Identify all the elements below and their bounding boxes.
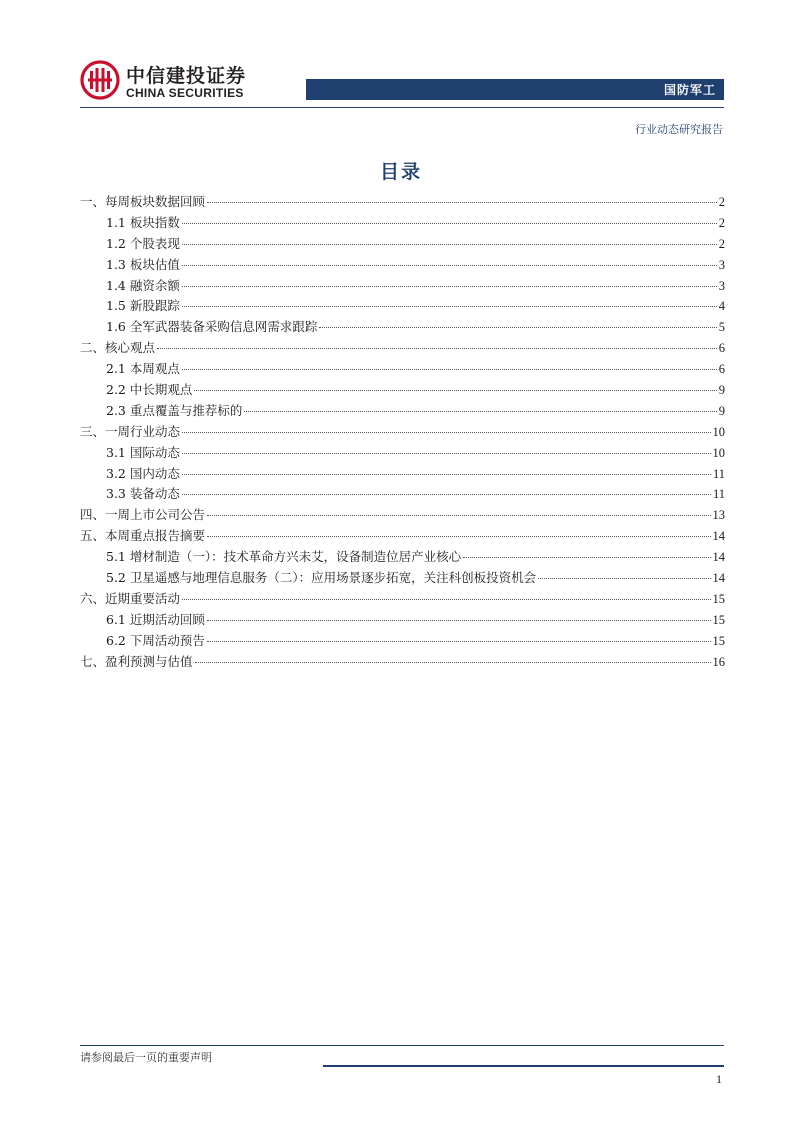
toc-leader-dots — [182, 494, 711, 495]
toc-entry-label: 6.2 下周活动预告 — [106, 632, 205, 648]
brand-name-en: CHINA SECURITIES — [126, 86, 244, 100]
toc-entry-label: 5.2 卫星遥感与地理信息服务（二）：应用场景逐步拓宽，关注科创板投资机会 — [106, 570, 537, 586]
toc-entry[interactable] — [80, 234, 725, 255]
toc-entry-label: 2.1 本周观点 — [106, 361, 180, 377]
page-number: 1 — [716, 1072, 722, 1086]
toc-entry[interactable] — [80, 380, 725, 401]
toc-entry-page: 15 — [712, 591, 725, 606]
toc-entry-page: 5 — [718, 320, 725, 335]
toc-entry-page: 6 — [718, 341, 725, 356]
toc-entry-page: 10 — [712, 445, 725, 460]
toc-entry-page: 2 — [718, 195, 725, 209]
toc-leader-dots — [207, 641, 711, 642]
toc-entry[interactable] — [80, 631, 725, 652]
toc-entry[interactable] — [80, 317, 725, 338]
toc-entry-label: 六、近期重要活动 — [80, 590, 181, 606]
toc-entry-label: 1.6 全军武器装备采购信息网需求跟踪 — [106, 319, 318, 335]
toc-entry[interactable] — [80, 192, 725, 213]
toc-entry-page: 2 — [718, 215, 725, 230]
toc-entry[interactable] — [80, 296, 725, 317]
toc-entry-label: 6.1 近期活动回顾 — [106, 611, 205, 627]
toc-leader-dots — [157, 348, 717, 349]
toc-entry-label: 四、一周上市公司公告 — [80, 507, 206, 523]
toc-entry[interactable] — [80, 213, 725, 234]
toc-leader-dots — [182, 599, 710, 600]
toc-entry-label: 1.3 板块估值 — [106, 256, 180, 272]
toc-entry-page: 3 — [718, 257, 725, 272]
toc-leader-dots — [182, 223, 717, 224]
toc-entry-page: 9 — [718, 403, 725, 418]
toc-leader-dots — [207, 515, 710, 516]
toc-entry[interactable] — [80, 443, 725, 464]
toc-entry-page: 13 — [712, 508, 725, 523]
toc-entry-page: 14 — [712, 550, 725, 565]
toc-entry-label: 3.3 装备动态 — [106, 486, 180, 502]
toc-entry-label: 3.2 国内动态 — [106, 465, 180, 481]
table-of-contents — [80, 192, 725, 672]
toc-leader-dots — [182, 306, 717, 307]
toc-leader-dots — [538, 578, 710, 579]
toc-entry-page: 14 — [712, 571, 725, 586]
toc-entry-page: 16 — [712, 654, 725, 669]
toc-entry-page: 10 — [712, 424, 725, 439]
toc-entry[interactable] — [80, 652, 725, 673]
toc-entry-label: 1.2 个股表现 — [106, 235, 180, 251]
toc-entry-label: 五、本周重点报告摘要 — [80, 528, 206, 544]
toc-entry-label: 三、一周行业动态 — [80, 423, 181, 439]
toc-leader-dots — [207, 536, 710, 537]
toc-entry[interactable] — [80, 401, 725, 422]
toc-leader-dots — [207, 620, 711, 621]
toc-entry-label: 1.4 融资余额 — [106, 277, 180, 293]
toc-entry[interactable] — [80, 505, 725, 526]
china-securities-logo-icon — [80, 60, 120, 100]
footer-accent-line — [323, 1065, 724, 1067]
toc-entry[interactable] — [80, 422, 725, 443]
toc-entry-page: 11 — [712, 487, 725, 502]
toc-entry-label: 一、每周板块数据回顾 — [80, 194, 206, 209]
toc-entry-label: 七、盈利预测与估值 — [80, 653, 193, 669]
toc-entry-page: 9 — [718, 383, 725, 398]
toc-leader-dots — [182, 286, 717, 287]
toc-leader-dots — [182, 453, 711, 454]
footer-divider — [80, 1045, 724, 1046]
toc-entry-label: 2.3 重点覆盖与推荐标的 — [106, 402, 243, 418]
toc-entry[interactable] — [80, 484, 725, 505]
toc-entry-page: 15 — [712, 612, 725, 627]
toc-leader-dots — [182, 474, 711, 475]
toc-leader-dots — [319, 327, 716, 328]
toc-entry-page: 15 — [712, 633, 725, 648]
toc-entry-page: 4 — [718, 299, 725, 314]
company-logo — [80, 60, 250, 104]
toc-leader-dots — [244, 411, 716, 412]
toc-leader-dots — [182, 369, 717, 370]
toc-entry[interactable] — [80, 359, 725, 380]
toc-entry-page: 14 — [712, 529, 725, 544]
toc-entry[interactable] — [80, 568, 725, 589]
toc-leader-dots — [182, 432, 710, 433]
toc-leader-dots — [182, 265, 717, 266]
toc-entry[interactable] — [80, 338, 725, 359]
toc-entry[interactable] — [80, 610, 725, 631]
toc-entry-label: 3.1 国际动态 — [106, 444, 180, 460]
toc-leader-dots — [195, 662, 711, 663]
toc-leader-dots — [207, 202, 717, 203]
toc-entry[interactable] — [80, 276, 725, 297]
toc-entry-page: 3 — [718, 278, 725, 293]
toc-entry[interactable] — [80, 547, 725, 568]
toc-title: 目录 — [379, 161, 422, 183]
toc-entry[interactable] — [80, 464, 725, 485]
header-bar — [306, 79, 724, 100]
toc-entry-page: 2 — [718, 236, 725, 251]
toc-entry[interactable] — [80, 526, 725, 547]
toc-entry[interactable] — [80, 589, 725, 610]
report-type: 行业动态研究报告 — [635, 123, 723, 136]
toc-entry-page: 6 — [718, 362, 725, 377]
toc-entry[interactable] — [80, 255, 725, 276]
toc-entry-page: 11 — [712, 466, 725, 481]
toc-leader-dots — [463, 557, 710, 558]
sector-label: 国防军工 — [663, 83, 716, 97]
brand-name-cn: 中信建投证券 — [126, 65, 247, 87]
toc-entry-label: 1.5 新股跟踪 — [106, 298, 180, 314]
toc-leader-dots — [194, 390, 716, 391]
disclaimer-note: 请参阅最后一页的重要声明 — [80, 1051, 212, 1064]
toc-entry-label: 2.2 中长期观点 — [106, 382, 193, 398]
toc-entry-label: 5.1 增材制造（一）：技术革命方兴未艾，设备制造位居产业核心 — [106, 549, 462, 565]
toc-leader-dots — [182, 244, 717, 245]
toc-entry-label: 二、核心观点 — [80, 340, 156, 356]
header-divider — [80, 107, 724, 108]
toc-entry-label: 1.1 板块指数 — [106, 214, 180, 230]
